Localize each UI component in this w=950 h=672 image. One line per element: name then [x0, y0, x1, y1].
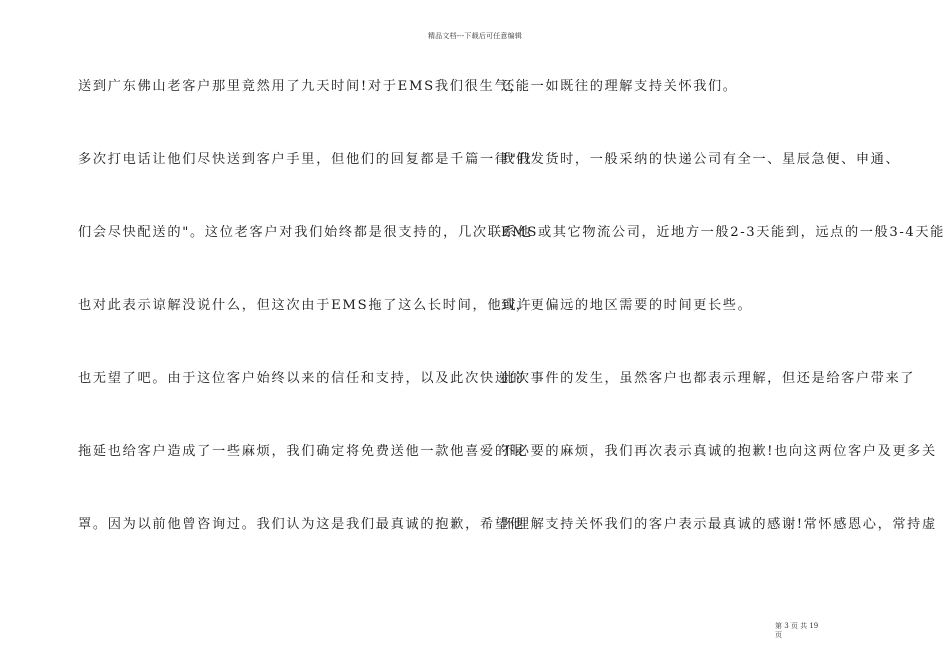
text-line: 也无望了吧。由于这位客户始终以来的信任和支持，以及此次快递的 — [78, 371, 525, 386]
text-line: 到，更偏远的地区需要的时间更长些。 — [501, 298, 753, 313]
text-line: 我们发货时，一般采纳的快递公司有全一、星辰急便、申通、 — [501, 152, 901, 167]
text-line: 多次打电话让他们尽快送到客户手里，但他们的回复都是千篇一律"我 — [78, 152, 533, 167]
text-line: 也对此表示谅解没说什么，但这次由于EMS拖了这么长时间，他或许 — [78, 298, 533, 313]
text-line: 还能一如既往的理解支持关怀我们。 — [501, 79, 738, 94]
text-line: 此次事件的发生，虽然客户也都表示理解，但还是给客户带来了 — [501, 371, 916, 386]
left-text-column — [78, 74, 533, 585]
right-text-column — [501, 74, 945, 585]
page-number-suffix: 页 — [775, 631, 782, 639]
text-line: 们会尽快配送的"。这位老客户对我们始终都是很支持的，几次联系他 — [78, 225, 533, 240]
text-line: 送到广东佛山老客户那里竟然用了九天时间!对于EMS我们很生气， — [78, 79, 525, 94]
text-line: 拖延也给客户造成了一些麻烦，我们确定将免费送他一款他喜爱的眼 — [78, 444, 525, 459]
text-line: 罩。因为以前他曾咨询过。我们认为这是我们最真诚的抱歉，希望他 — [78, 517, 525, 532]
page-number-label: 第 3 页 共 19 — [775, 622, 819, 630]
page-number — [775, 622, 835, 640]
text-line: 怀理解支持关怀我们的客户表示最真诚的感谢!常怀感恩心，常持虚 — [501, 517, 937, 532]
text-line: EMS或其它物流公司，近地方一般2-3天能到，远点的一般3-4天能 — [501, 225, 945, 240]
page-header: 精品文档---下载后可任意编辑 — [427, 32, 523, 40]
text-line: 不必要的麻烦，我们再次表示真诚的抱歉!也向这两位客户及更多关 — [501, 444, 937, 459]
